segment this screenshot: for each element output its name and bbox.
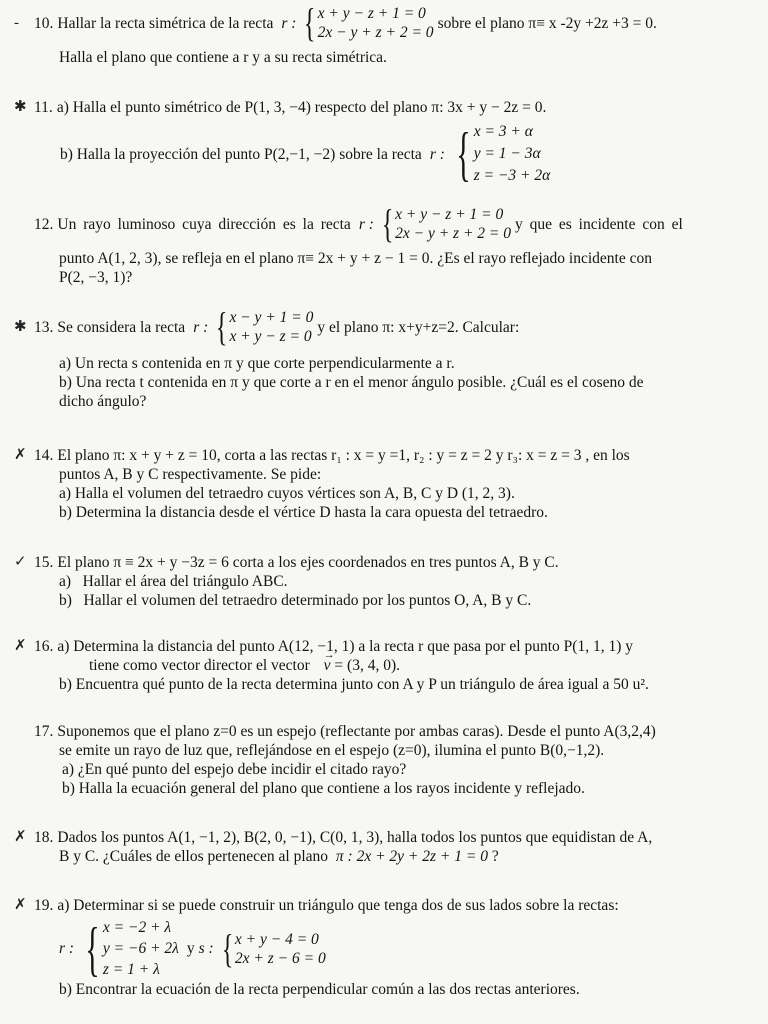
problem-13 bbox=[14, 304, 762, 411]
problem-text: El plano π: x + y + z = 10, corta a las rectas r₁ : x = y =1, r₂ : y = z = 2 y r₃: x = z = 3 , en los bbox=[57, 447, 630, 464]
part-b: b) Hallar el volumen del tetraedro determinado por los puntos O, A, B y C. bbox=[59, 592, 532, 609]
part-a: a) Halla el volumen del tetraedro cuyos vértices son A, B, C y D (1, 2, 3). bbox=[59, 485, 515, 502]
equation: z = −3 + 2α bbox=[473, 167, 551, 184]
problem-14 bbox=[14, 446, 762, 522]
equation: x = 3 + α bbox=[473, 123, 533, 140]
equation: x + y − z = 0 bbox=[229, 328, 312, 345]
line-label: s : bbox=[198, 940, 214, 957]
problem-text: punto A(1, 2, 3), se refleja en el plano π≡ 2x + y + z − 1 = 0. ¿Es el rayo reflejado incidente con bbox=[59, 250, 652, 267]
equation-system: { x = −2 + λ y = −6 + 2λ z = 1 + λ bbox=[85, 915, 179, 982]
problem-17 bbox=[14, 722, 762, 798]
problem-number: 10. bbox=[34, 14, 54, 32]
plane-equation: π : 2x + 2y + 2z + 1 = 0 bbox=[335, 848, 488, 865]
problem-text: Suponemos que el plano z=0 es un espejo (reflectante por ambas caras). Desde el punto A(3,2,4) bbox=[57, 723, 656, 740]
problem-number: 14. bbox=[34, 447, 54, 464]
equation-system: { x + y − 4 = 0 2x + z − 6 = 0 bbox=[221, 925, 326, 971]
equation: y = −6 + 2λ bbox=[102, 940, 179, 957]
part-b: b) Determina la distancia desde el vértice D hasta la cara opuesta del tetraedro. bbox=[59, 504, 548, 521]
problem-text: ? bbox=[491, 848, 499, 865]
problem-text: El plano π ≡ 2x + y −3z = 6 corta a los ejes coordenados en tres puntos A, B y C. bbox=[57, 554, 559, 571]
problem-11 bbox=[14, 98, 762, 187]
equation: 2x − y + z + 2 = 0 bbox=[317, 24, 434, 41]
problem-text: Dados los puntos A(1, −1, 2), B(2, 0, −1), C(0, 1, 3), halla todos los puntos que equidistan de A, bbox=[57, 829, 653, 846]
part-a bbox=[14, 656, 762, 675]
margin-mark: - bbox=[14, 14, 19, 31]
part-b: b) Halla la ecuación general del plano que contiene a los rayos incidente y reflejado. bbox=[62, 780, 585, 797]
problem-18 bbox=[14, 828, 762, 866]
equation: x + y − z + 1 = 0 bbox=[317, 5, 426, 22]
equation-system: { x + y − z + 1 = 0 2x − y + z + 2 = 0 bbox=[304, 0, 434, 45]
equation: z = 1 + λ bbox=[102, 961, 160, 978]
problem-text: Halla el plano que contiene a r y a su recta simétrica. bbox=[59, 49, 387, 66]
problem-number: 18. bbox=[34, 829, 54, 846]
part-a: a) ¿En qué punto del espejo debe incidir el citado rayo? bbox=[62, 761, 407, 778]
line-label: r : bbox=[193, 318, 209, 336]
equation-system: { x + y − z + 1 = 0 2x − y + z + 2 = 0 bbox=[381, 201, 511, 246]
equation-system: { x = 3 + α y = 1 − 3α z = −3 + 2α bbox=[456, 121, 551, 187]
asterisk-icon: ✱ bbox=[14, 318, 27, 335]
cross-mark-icon: ✗ bbox=[14, 638, 27, 654]
problem-number: 13. bbox=[34, 318, 54, 336]
equation: x + y − z + 1 = 0 bbox=[395, 206, 504, 223]
part-a: a) Un recta s contenida en π y que corte perpendicularmente a r. bbox=[59, 355, 455, 372]
problem-19 bbox=[14, 896, 762, 999]
part-a: a) Hallar el área del triángulo ABC. bbox=[59, 573, 288, 590]
problem-text: Un rayo luminoso cuya dirección es la recta bbox=[57, 215, 351, 233]
problem-text: puntos A, B y C respectivamente. Se pide: bbox=[59, 466, 322, 483]
equation-system: { x − y + 1 = 0 x + y − z = 0 bbox=[216, 304, 314, 349]
check-mark-icon: ✓ bbox=[14, 554, 27, 570]
problem-text: P(2, −3, 1)? bbox=[59, 269, 133, 286]
problem-text: y el plano π: x+y+z=2. Calcular: bbox=[317, 318, 520, 336]
problem-12 bbox=[14, 201, 762, 287]
problem-16 bbox=[14, 637, 762, 694]
problem-number: 17. bbox=[34, 723, 54, 740]
problem-15 bbox=[14, 553, 762, 610]
problem-text: B y C. ¿Cuáles de ellos pertenecen al plano bbox=[59, 848, 329, 865]
problem-text: y que es incidente con el bbox=[515, 215, 683, 233]
problem-text: sobre el plano π≡ x -2y +2z +3 = 0. bbox=[437, 14, 657, 32]
equation: 2x + z − 6 = 0 bbox=[234, 949, 326, 967]
line-label: r : bbox=[59, 940, 75, 957]
problem-number: 16. bbox=[34, 638, 54, 655]
problem-text bbox=[14, 847, 762, 866]
problem-number: 12. bbox=[34, 215, 54, 233]
problem-text: tiene como vector director el vector bbox=[89, 657, 310, 674]
conjunction: y bbox=[186, 940, 195, 957]
equation: x + y − 4 = 0 bbox=[234, 930, 319, 948]
equation: x = −2 + λ bbox=[102, 919, 172, 936]
part-a: a) Determina la distancia del punto A(12, −1, 1) a la recta r que pasa por el punto P(1, 1, 1) y bbox=[57, 638, 633, 655]
equation: x − y + 1 = 0 bbox=[229, 309, 314, 326]
problem-text: Hallar la recta simétrica de la recta bbox=[57, 14, 274, 32]
vector-symbol: → v bbox=[324, 657, 331, 674]
problem-number: 11. bbox=[34, 99, 53, 116]
cross-mark-icon: ✗ bbox=[14, 447, 27, 463]
part-b: b) Halla la proyección del punto P(2,−1, −2) sobre la recta bbox=[60, 145, 422, 163]
problem-text: Se considera la recta bbox=[57, 318, 186, 336]
line-label: r : bbox=[281, 14, 297, 32]
problem-text: se emite un rayo de luz que, reflejándose en el espejo (z=0), ilumina el punto B(0,−1,2). bbox=[59, 742, 605, 759]
equation: 2x − y + z + 2 = 0 bbox=[395, 225, 511, 242]
part-a: a) Halla el punto simétrico de P(1, 3, −4) respecto del plano π: 3x + y − 2z = 0. bbox=[56, 99, 547, 116]
part-b: b) Encontrar la ecuación de la recta perpendicular común a las dos rectas anteriores. bbox=[59, 981, 580, 998]
cross-mark-icon: ✗ bbox=[14, 897, 27, 913]
part-b: dicho ángulo? bbox=[59, 393, 147, 410]
cross-mark-icon: ✗ bbox=[14, 829, 27, 845]
problem-text: = (3, 4, 0). bbox=[334, 657, 400, 674]
asterisk-icon: ✱ bbox=[14, 99, 27, 115]
part-a: a) Determinar si se puede construir un triángulo que tenga dos de sus lados sobre la rectas: bbox=[57, 897, 619, 914]
line-label: r : bbox=[358, 215, 374, 233]
problem-10 bbox=[14, 0, 762, 67]
line-label: r : bbox=[429, 145, 445, 163]
problem-number: 19. bbox=[34, 897, 54, 914]
part-b: b) Una recta t contenida en π y que corte a r en el menor ángulo posible. ¿Cuál es el coseno de bbox=[59, 374, 644, 391]
part-b: b) Encuentra qué punto de la recta determina junto con A y P un triángulo de área igual a 50 u². bbox=[59, 676, 649, 693]
problem-number: 15. bbox=[34, 554, 54, 571]
equation: y = 1 − 3α bbox=[473, 145, 541, 162]
